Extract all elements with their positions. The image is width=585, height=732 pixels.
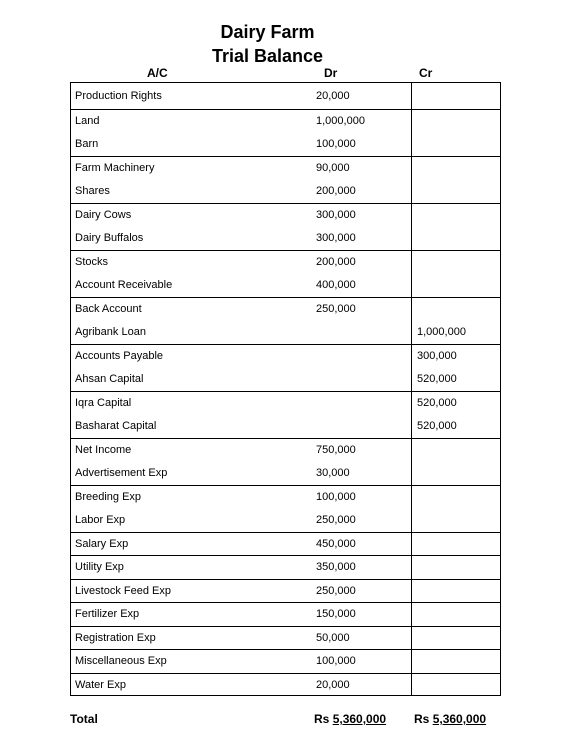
account-name: Back Account bbox=[75, 303, 142, 315]
table-row bbox=[0, 556, 585, 579]
account-name: Fertilizer Exp bbox=[75, 608, 140, 620]
account-name: Stocks bbox=[75, 256, 109, 268]
debit-amount: 250,000 bbox=[316, 585, 356, 597]
debit-amount: 350,000 bbox=[316, 561, 356, 573]
account-name: Miscellaneous Exp bbox=[75, 655, 167, 667]
account-name: Ahsan Capital bbox=[75, 373, 144, 385]
account-name: Registration Exp bbox=[75, 632, 156, 644]
total-debit-amount: 5,360,000 bbox=[332, 712, 387, 726]
total-debit bbox=[314, 710, 386, 728]
table-row bbox=[0, 133, 585, 156]
table-row bbox=[0, 274, 585, 297]
table-row bbox=[0, 180, 585, 203]
table-row bbox=[0, 227, 585, 250]
account-name: Agribank Loan bbox=[75, 326, 146, 338]
credit-amount: 1,000,000 bbox=[417, 326, 466, 338]
debit-amount: 1,000,000 bbox=[316, 115, 365, 127]
table-row bbox=[0, 603, 585, 626]
account-name: Shares bbox=[75, 185, 110, 197]
account-name: Utility Exp bbox=[75, 561, 124, 573]
debit-amount: 200,000 bbox=[316, 256, 356, 268]
column-header-ac: A/C bbox=[147, 66, 168, 80]
account-name: Land bbox=[75, 115, 100, 127]
debit-amount: 20,000 bbox=[316, 90, 350, 102]
account-name: Accounts Payable bbox=[75, 350, 164, 362]
column-header-dr: Dr bbox=[324, 66, 338, 80]
table-row bbox=[0, 674, 585, 697]
debit-amount: 200,000 bbox=[316, 185, 356, 197]
account-name: Labor Exp bbox=[75, 514, 126, 526]
account-name: Account Receivable bbox=[75, 279, 173, 291]
debit-amount: 300,000 bbox=[316, 232, 356, 244]
account-name: Net Income bbox=[75, 444, 132, 456]
account-name: Breeding Exp bbox=[75, 491, 142, 503]
credit-amount: 520,000 bbox=[417, 420, 457, 432]
account-name: Barn bbox=[75, 138, 99, 150]
table-row bbox=[0, 439, 585, 462]
table-row bbox=[0, 321, 585, 344]
debit-amount: 150,000 bbox=[316, 608, 356, 620]
table-row bbox=[0, 415, 585, 438]
table-row bbox=[0, 368, 585, 391]
account-name: Iqra Capital bbox=[75, 397, 132, 409]
debit-amount: 400,000 bbox=[316, 279, 356, 291]
debit-amount: 450,000 bbox=[316, 538, 356, 550]
account-name: Salary Exp bbox=[75, 538, 129, 550]
debit-amount: 50,000 bbox=[316, 632, 350, 644]
debit-amount: 100,000 bbox=[316, 655, 356, 667]
table-row bbox=[0, 110, 585, 133]
total-label: Total bbox=[70, 712, 98, 726]
credit-amount: 520,000 bbox=[417, 373, 457, 385]
table-row bbox=[0, 509, 585, 532]
page-subtitle: Trial Balance bbox=[211, 46, 324, 66]
table-row bbox=[0, 486, 585, 509]
debit-amount: 30,000 bbox=[316, 467, 350, 479]
debit-amount: 250,000 bbox=[316, 514, 356, 526]
table-row bbox=[0, 251, 585, 274]
debit-amount: 750,000 bbox=[316, 444, 356, 456]
table-row bbox=[0, 627, 585, 650]
table-row bbox=[0, 204, 585, 227]
table-row bbox=[0, 462, 585, 485]
table-row bbox=[0, 85, 585, 108]
table-row bbox=[0, 533, 585, 556]
credit-amount: 520,000 bbox=[417, 397, 457, 409]
currency-label: Rs bbox=[314, 712, 330, 726]
debit-amount: 250,000 bbox=[316, 303, 356, 315]
account-name: Water Exp bbox=[75, 679, 126, 691]
currency-label: Rs bbox=[414, 712, 430, 726]
debit-amount: 20,000 bbox=[316, 679, 350, 691]
account-name: Production Rights bbox=[75, 90, 162, 102]
table-row bbox=[0, 392, 585, 415]
table-row bbox=[0, 345, 585, 368]
account-name: Farm Machinery bbox=[75, 162, 155, 174]
debit-amount: 300,000 bbox=[316, 209, 356, 221]
account-name: Advertisement Exp bbox=[75, 467, 168, 479]
debit-amount: 90,000 bbox=[316, 162, 350, 174]
table-row bbox=[0, 298, 585, 321]
debit-amount: 100,000 bbox=[316, 138, 356, 150]
table-row bbox=[0, 157, 585, 180]
account-name: Livestock Feed Exp bbox=[75, 585, 171, 597]
credit-amount: 300,000 bbox=[417, 350, 457, 362]
table-row bbox=[0, 580, 585, 603]
account-name: Basharat Capital bbox=[75, 420, 157, 432]
account-name: Dairy Buffalos bbox=[75, 232, 144, 244]
page-title: Dairy Farm bbox=[220, 22, 315, 42]
account-name: Dairy Cows bbox=[75, 209, 132, 221]
debit-amount: 100,000 bbox=[316, 491, 356, 503]
total-credit bbox=[414, 710, 486, 728]
total-credit-amount: 5,360,000 bbox=[432, 712, 487, 726]
table-row bbox=[0, 650, 585, 673]
column-header-cr: Cr bbox=[419, 66, 433, 80]
